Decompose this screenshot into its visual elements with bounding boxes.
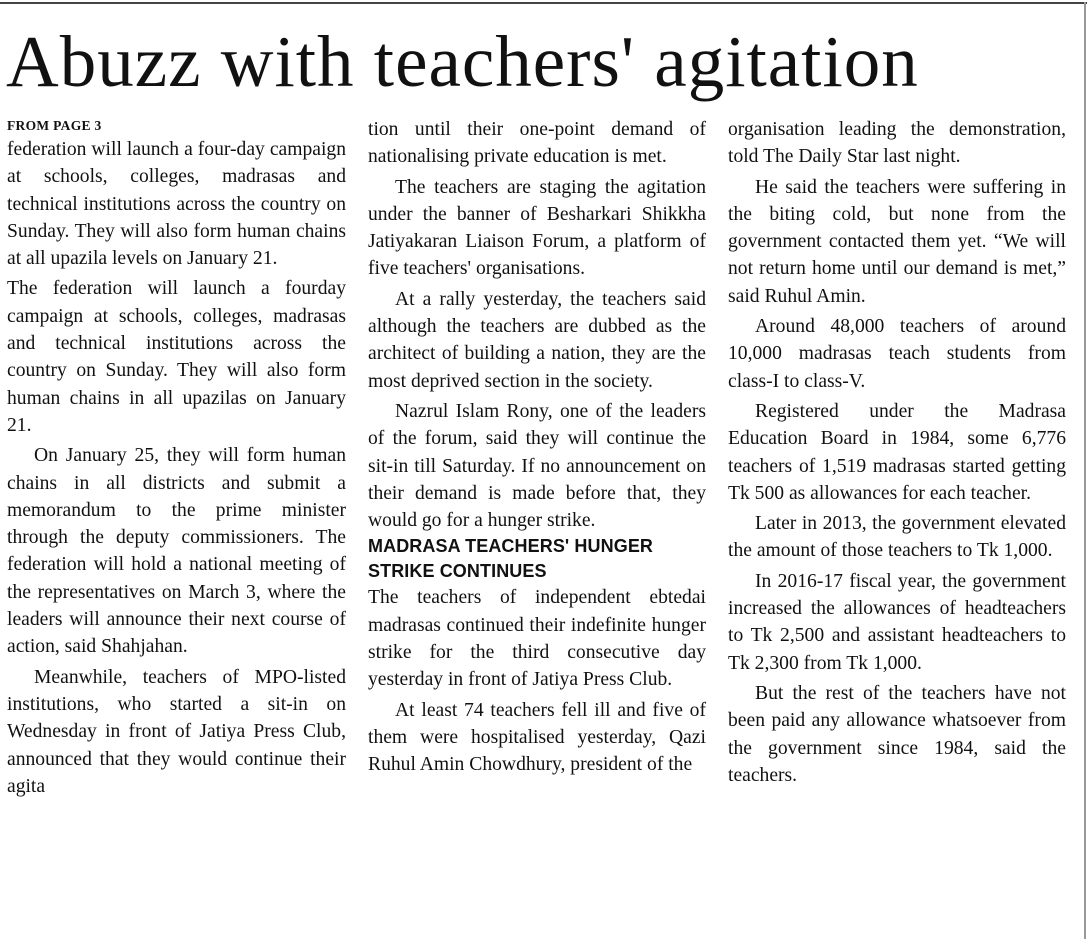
paragraph: Nazrul Islam Rony, one of the leaders of the forum, said they will continue the sit-in till Saturday. If no announcement on their demand is made before that, they would go for a hunger strike.	[368, 400, 706, 532]
article-column-1	[7, 116, 346, 936]
right-edge-rule	[1084, 2, 1086, 939]
paragraph: The teachers of independent ebtedai madrasas continued their indefinite hunger strike for the third consecutive day yesterday in front of Jatiya Press Club.	[368, 587, 706, 691]
subheading: MADRASA TEACHERS' HUNGER STRIKE CONTINUES	[368, 536, 654, 582]
paragraph: Later in 2013, the government elevated the amount of those teachers to Tk 1,000.	[728, 513, 1066, 562]
paragraph: federation will launch a four-day campaign at schools, colleges, madrasas and technical institutions across the country on Sunday. They will also form human chains at all upazila levels on January 21.	[7, 139, 346, 270]
paragraph: Registered under the Madrasa Education Board in 1984, some 6,776 teachers of 1,519 madrasas started getting Tk 500 as allowances for each teacher.	[728, 400, 1066, 504]
paragraph: Around 48,000 teachers of around 10,000 madrasas teach students from class-I to class-V.	[728, 316, 1066, 392]
paragraph: On January 25, they will form human chains in all districts and submit a memorandum to the prime minister through the deputy commissioners. The federation will hold a national meeting of the representatives on March 3, where the leaders will announce their next course of action, said Shahjahan.	[7, 445, 346, 658]
continued-from-label: FROM PAGE 3	[7, 118, 102, 133]
headline: Abuzz with teachers' agitation	[6, 21, 919, 102]
paragraph: The federation will launch a fourday campaign at schools, colleges, madrasas and technical institutions across the country on Sunday. They will also form human chains in all upazilas on January 21.	[7, 278, 346, 436]
article-column-3	[728, 116, 1066, 936]
paragraph: In 2016-17 fiscal year, the government increased the allowances of headteachers to Tk 2,500 and assistant headteachers to Tk 2,300 from Tk 1,000.	[728, 570, 1066, 674]
paragraph: But the rest of the teachers have not been paid any allowance whatsoever from the government since 1984, said the teachers.	[728, 682, 1066, 786]
paragraph: He said the teachers were suffering in the biting cold, but none from the government contacted them yet. “We will not return home until our demand is met,” said Ruhul Amin.	[728, 176, 1066, 307]
paragraph: The teachers are staging the agitation under the banner of Besharkari Shikkha Jatiyakaran Liaison Forum, a platform of five teachers' organisations.	[368, 176, 706, 280]
paragraph: At least 74 teachers fell ill and five of them were hospitalised yesterday, Qazi Ruhul Amin Chowdhury, president of the	[368, 699, 706, 776]
paragraph: Meanwhile, teachers of MPO-listed institutions, who started a sit-in on Wednesday in front of Jatiya Press Club, announced that they would continue their agita	[7, 666, 346, 797]
paragraph: organisation leading the demonstration, told The Daily Star last night.	[728, 119, 1066, 168]
paragraph: At a rally yesterday, the teachers said although the teachers are dubbed as the architect of building a nation, they are the most deprived section in the society.	[368, 288, 706, 392]
paragraph: tion until their one-point demand of nationalising private education is met.	[368, 119, 706, 168]
top-rule	[0, 2, 1087, 4]
article-column-2	[368, 116, 706, 936]
